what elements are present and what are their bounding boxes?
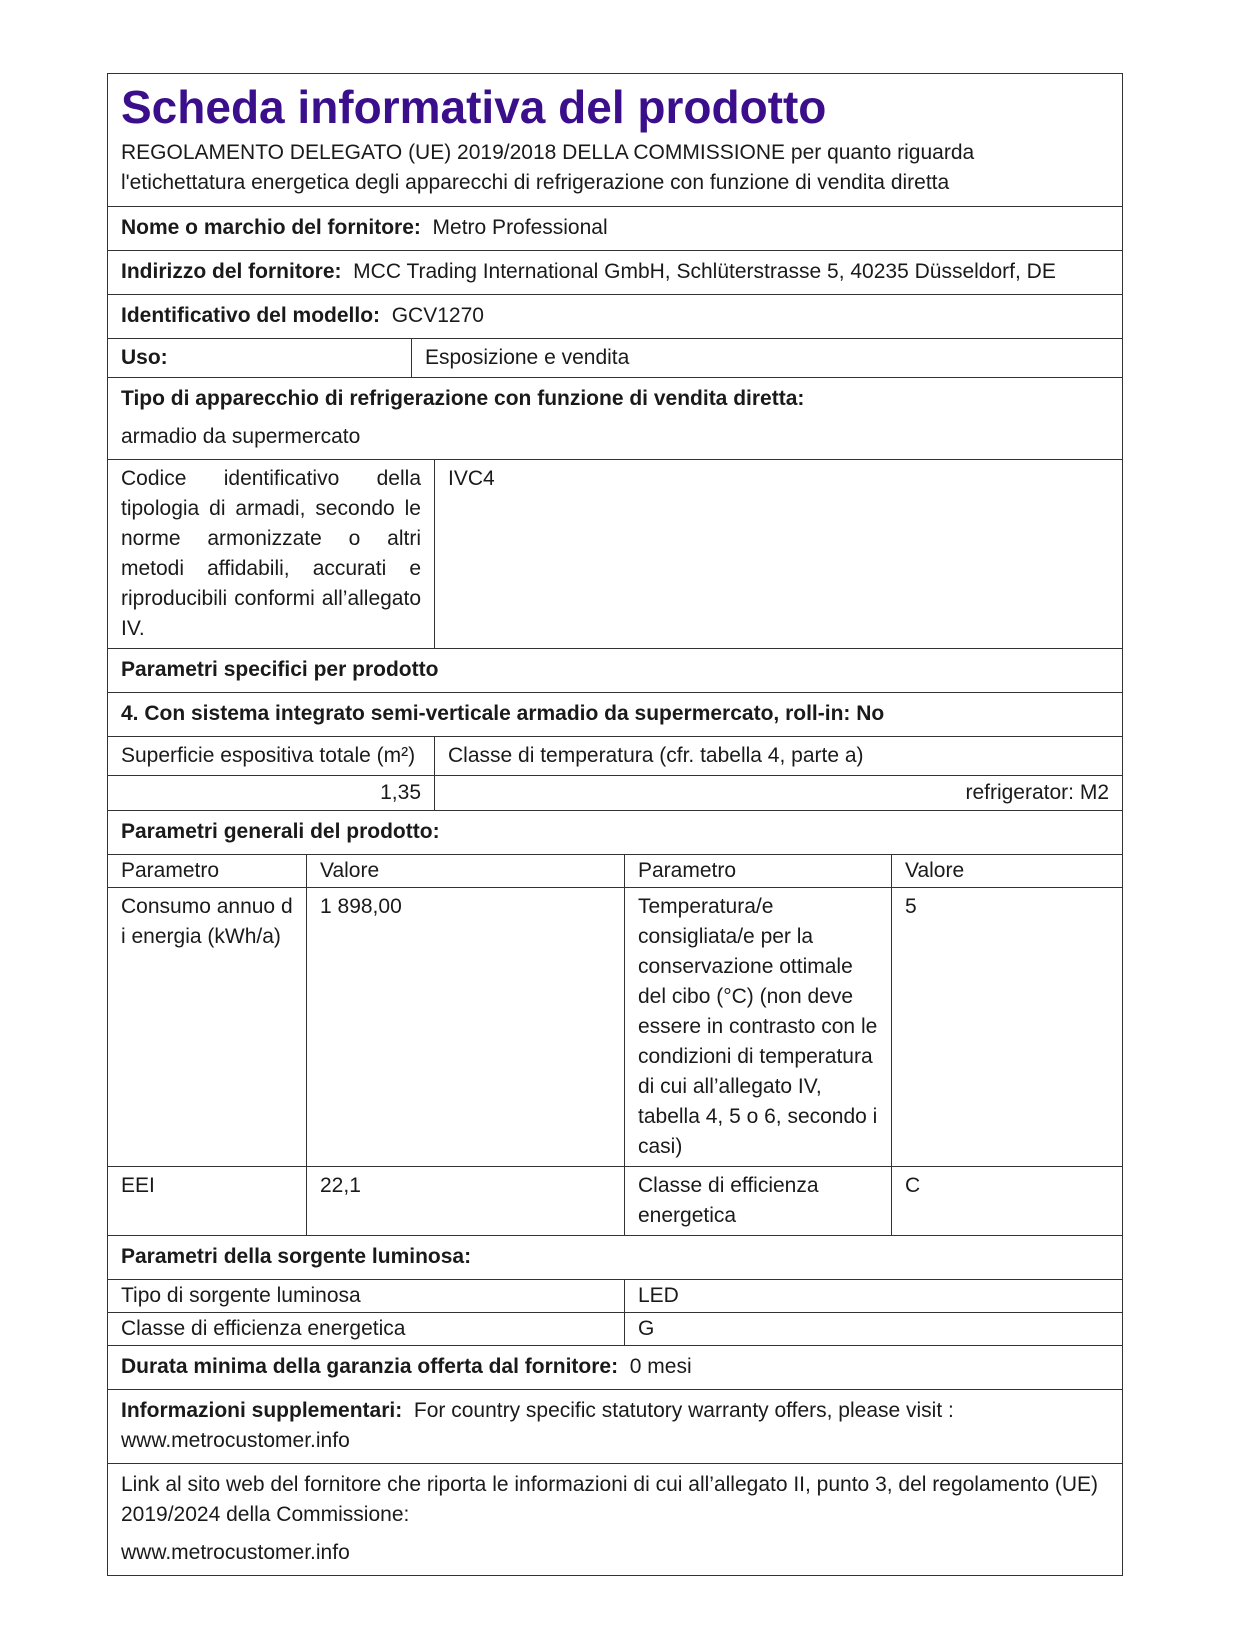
light-source-row: Parametri della sorgente luminosa: — [108, 1235, 1122, 1279]
website-link[interactable]: www.metrocustomer.info — [121, 1541, 350, 1564]
header-parametro-1: Parametro — [121, 859, 220, 882]
model-id-row — [108, 294, 1122, 338]
temp-class-value: refrigerator: M2 — [434, 776, 1122, 810]
area-temp-value-row — [108, 775, 1122, 810]
header-block — [108, 74, 1122, 206]
energy-consumption-value: 1 898,00 — [306, 888, 624, 1166]
light-source-class-row — [108, 1312, 1122, 1345]
website-row — [108, 1463, 1122, 1575]
supplier-address-row — [108, 250, 1122, 294]
display-area-label: Superficie espositiva totale (m²) — [121, 744, 416, 767]
cabinet-code-label: Codice identificativo della tipologia di armadi, secondo le norme armonizzate o altri metodi affidabili, accurati e riproducibili conformi all’allegato IV. — [121, 467, 421, 640]
additional-info-link[interactable]: www.metrocustomer.info — [121, 1429, 350, 1452]
additional-info-row — [108, 1389, 1122, 1463]
general-params-row: Parametri generali del prodotto: — [108, 810, 1122, 854]
supplier-name-label: Nome o marchio del fornitore: — [121, 216, 421, 239]
light-source-type-label: Tipo di sorgente luminosa — [121, 1284, 361, 1307]
efficiency-class-label: Classe di efficienza energetica — [624, 1167, 891, 1235]
recommended-temperature-label: Temperatura/e consigliata/e per la conservazione ottimale del cibo (°C) (non deve essere in contrasto con le condizioni di temperatura di cui all’allegato IV, tabella 4, 5 o 6, secondo i casi) — [624, 888, 891, 1166]
specific-params-row: Parametri specifici per prodotto — [108, 648, 1122, 692]
general-params-header — [108, 854, 1122, 887]
warranty-label: Durata minima della garanzia offerta dal fornitore: — [121, 1355, 619, 1378]
use-row — [108, 338, 1122, 377]
page-title: Scheda informativa del prodotto — [121, 81, 827, 133]
cabinet-code-row — [108, 459, 1122, 648]
model-id-value: GCV1270 — [391, 304, 484, 327]
warranty-value: 0 mesi — [629, 1355, 692, 1378]
system-row: 4. Con sistema integrato semi-verticale armadio da supermercato, roll-in: No — [108, 692, 1122, 736]
product-information-sheet — [107, 73, 1123, 1576]
recommended-temperature-value: 5 — [891, 888, 1122, 1166]
supplier-name-row — [108, 206, 1122, 250]
supplier-name-value: Metro Professional — [432, 216, 608, 239]
header-parametro-2: Parametro — [624, 855, 891, 887]
additional-info-value: For country specific statutory warranty offers, please visit : — [413, 1399, 954, 1422]
eei-value: 22,1 — [306, 1167, 624, 1235]
header-valore-2: Valore — [891, 855, 1122, 887]
energy-consumption-label: Consumo annuo di energia (kWh/a) — [121, 895, 293, 948]
regulation-line-2: l'etichettatura energetica degli apparecchi di refrigerazione con funzione di vendita diretta — [121, 171, 950, 194]
cabinet-code-value: IVC4 — [434, 460, 1122, 648]
general-params-row-eei — [108, 1166, 1122, 1235]
light-source-type-value: LED — [624, 1280, 1122, 1312]
display-area-value: 1,35 — [380, 781, 421, 804]
general-params-row-energy — [108, 887, 1122, 1166]
appliance-type-row — [108, 377, 1122, 459]
eei-label: EEI — [121, 1174, 155, 1197]
website-text: Link al sito web del fornitore che riporta le informazioni di cui all’allegato II, punto 3, del regolamento (UE) 2019/2024 della Commissione: — [121, 1473, 1099, 1526]
use-value: Esposizione e vendita — [411, 339, 1122, 377]
appliance-type-value: armadio da supermercato — [121, 425, 361, 448]
regulation-line-1: REGOLAMENTO DELEGATO (UE) 2019/2018 DELLA COMMISSIONE per quanto riguarda — [121, 141, 975, 164]
efficiency-class-value: C — [891, 1167, 1122, 1235]
supplier-address-value: MCC Trading International GmbH, Schlüterstrasse 5, 40235 Düsseldorf, DE — [353, 260, 1056, 283]
light-source-type-row — [108, 1279, 1122, 1312]
header-valore-1: Valore — [306, 855, 624, 887]
model-id-label: Identificativo del modello: — [121, 304, 381, 327]
regulation-text — [108, 136, 1122, 206]
light-source-class-value: G — [624, 1313, 1122, 1345]
appliance-type-label: Tipo di apparecchio di refrigerazione con funzione di vendita diretta: — [121, 387, 805, 410]
warranty-row — [108, 1345, 1122, 1389]
use-label: Uso: — [121, 346, 168, 369]
additional-info-label: Informazioni supplementari: — [121, 1399, 403, 1422]
supplier-address-label: Indirizzo del fornitore: — [121, 260, 342, 283]
temp-class-label: Classe di temperatura (cfr. tabella 4, parte a) — [434, 737, 1122, 775]
area-temp-header-row — [108, 736, 1122, 775]
light-source-class-label: Classe di efficienza energetica — [121, 1317, 406, 1340]
